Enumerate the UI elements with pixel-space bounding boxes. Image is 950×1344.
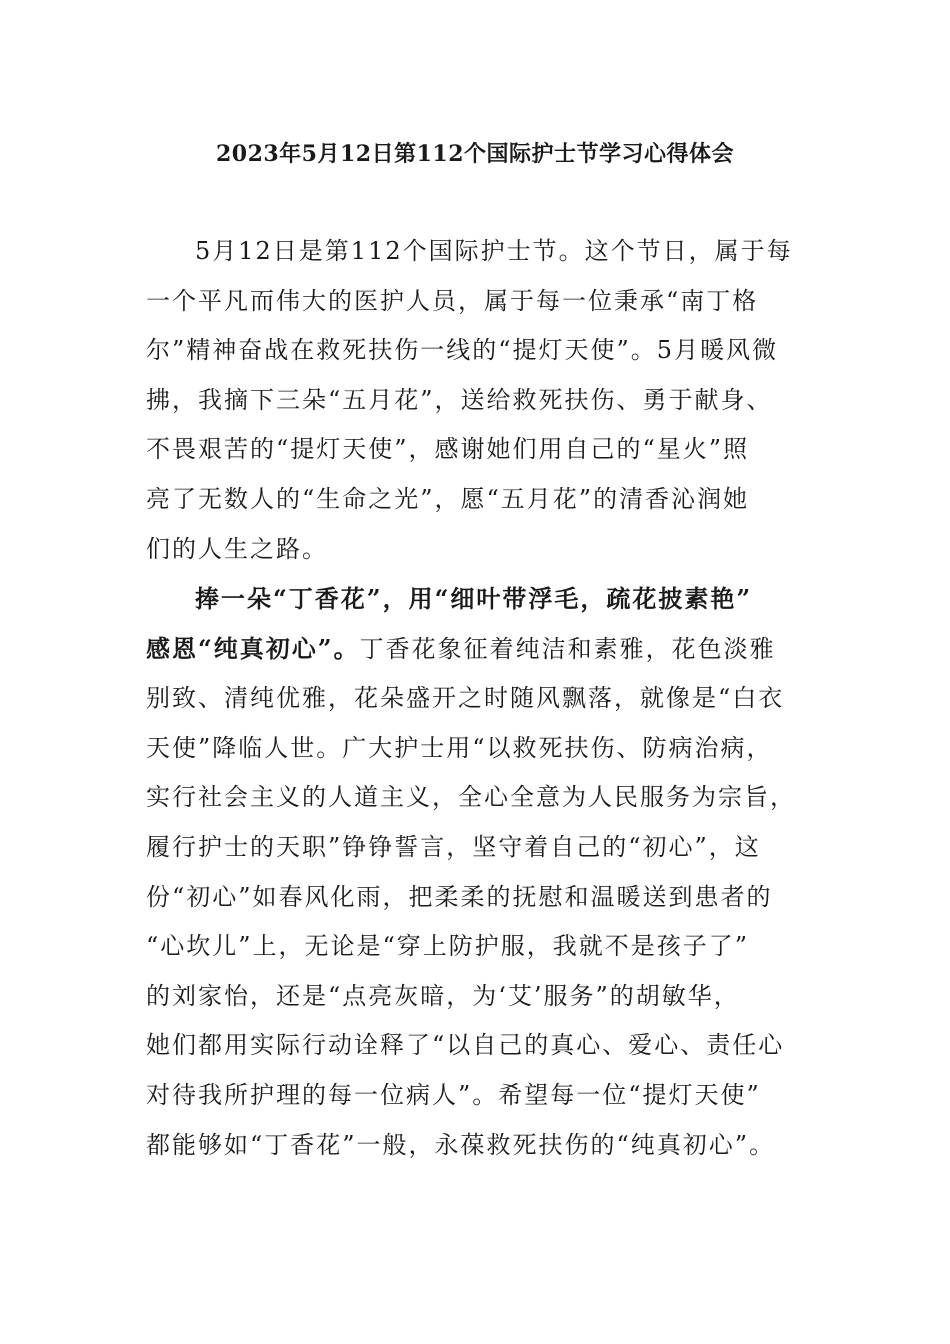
paragraph-line xyxy=(146,624,806,675)
paragraph-line: 天使”降临人世。广大护士用“以救死扶伤、防病治病， xyxy=(146,733,773,762)
document-title: 2023年5月12日第112个国际护士节学习心得体会 xyxy=(215,141,735,167)
paragraph-line: 一个平凡而伟大的医护人员，属于每一位秉承“南丁格 xyxy=(146,286,759,315)
paragraph-line: 份“初心”如春风化雨，把柔柔的抚慰和温暖送到患者的 xyxy=(146,882,773,911)
paragraph-line: “心坎儿”上，无论是“穿上防护服，我就不是孩子了” xyxy=(146,932,750,961)
paragraph-line: 履行护士的天职”铮铮誓言，坚守着自己的“初心”，这 xyxy=(146,832,761,861)
paragraph-line: 亮了无数人的“生命之光”，愿“五月花”的清香沁润她 xyxy=(146,484,750,513)
paragraph-line-rest: 丁香花象征着纯洁和素雅，花色淡雅 xyxy=(359,634,776,663)
paragraph-line: 对待我所护理的每一位病人”。希望每一位“提灯天使” xyxy=(146,1080,761,1109)
paragraph-line: 尔”精神奋战在救死扶伤一线的“提灯天使”。5月暖风微 xyxy=(146,336,779,365)
paragraph-heading-line: 捧一朵“丁香花”，用“细叶带浮毛，疏花披素艳” xyxy=(195,584,753,613)
paragraph-line: 的刘家怡，还是“点亮灰暗，为‘艾’服务”的胡敏华， xyxy=(146,981,740,1010)
paragraph-line: 不畏艰苦的“提灯天使”，感谢她们用自己的“星火”照 xyxy=(146,435,750,464)
paragraph-line: 5月12日是第112个国际护士节。这个节日，属于每 xyxy=(195,237,793,265)
paragraph-line: 们的人生之路。 xyxy=(146,534,328,563)
paragraph-line: 她们都用实际行动诠释了“以自己的真心、爱心、责任心 xyxy=(146,1031,785,1060)
paragraph-line: 拂，我摘下三朵“五月花”，送给救死扶伤、勇于献身、 xyxy=(146,385,773,414)
paragraph-heading-tail: 感恩“纯真初心”。 xyxy=(146,633,360,663)
paragraph-intro xyxy=(146,227,806,574)
paragraph-lilac xyxy=(146,574,806,1170)
paragraph-line: 实行社会主义的人道主义，全心全意为人民服务为宗旨， xyxy=(146,783,796,812)
paragraph-line: 别致、清纯优雅，花朵盛开之时随风飘落，就像是“白衣 xyxy=(146,684,785,713)
paragraph-line: 都能够如“丁香花”一般，永葆救死扶伤的“纯真初心”。 xyxy=(146,1130,776,1159)
